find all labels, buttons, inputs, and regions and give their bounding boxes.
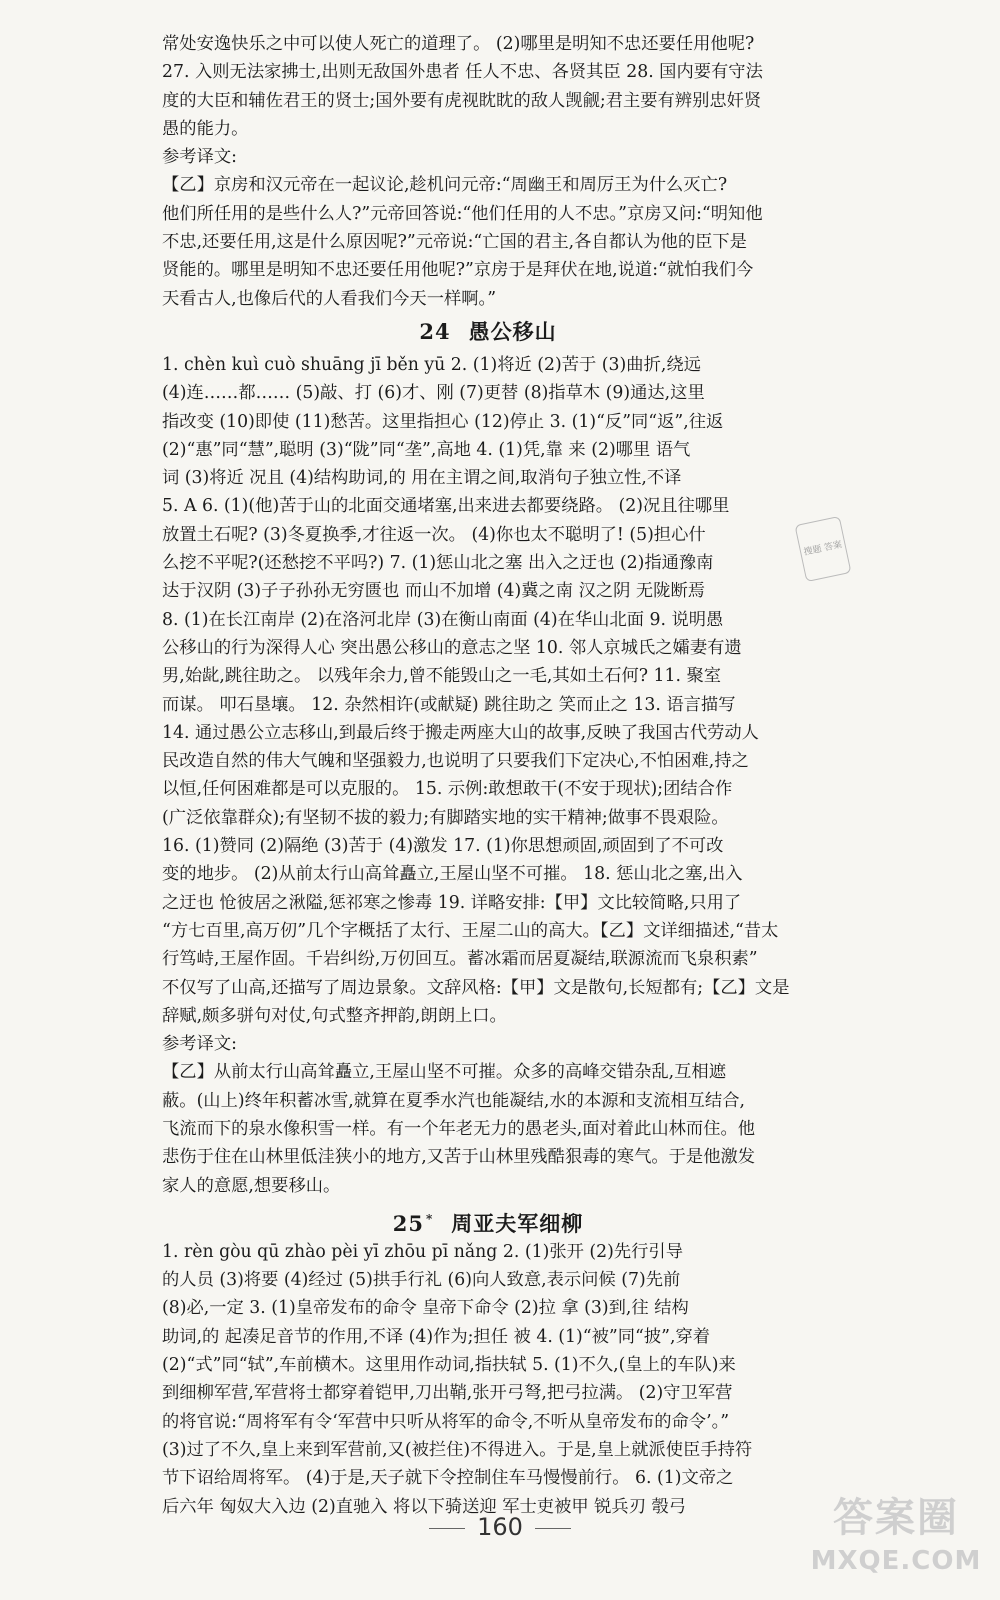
section-23-continued [162, 30, 814, 313]
text-line: 男,始龀,跳往助之。 以残年余力,曾不能毁山之一毛,其如土石何? 11. 聚室 [162, 666, 722, 687]
text-line: (2)“惠”同“慧”,聪明 (3)“陇”同“垄”,高地 4. (1)凭,靠 来 (2)哪里 语气 [162, 439, 691, 460]
text-line: 天看古人,也像后代的人看我们今天一样啊。” [162, 288, 497, 309]
text-line: 不仅写了山高,还描写了周边景象。文辞风格:【甲】文是散句,长短都有;【乙】文是 [162, 977, 790, 998]
text-line: 16. (1)赞同 (2)隔绝 (3)苦于 (4)激发 17. (1)你思想顽固,顽固到了不可改 [162, 836, 724, 857]
text-line: 到细柳军营,军营将士都穿着铠甲,刀出鞘,张开弓弩,把弓拉满。 (2)守卫军营 [162, 1383, 733, 1404]
text-line: “方七百里,高万仞”几个字概括了太行、王屋二山的高大。【乙】文详细描述,“昔太 [162, 920, 779, 941]
text-line: 5. A 6. (1)(他)苦于山的北面交通堵塞,出来进去都要绕路。 (2)况且往哪里 [162, 496, 730, 517]
text-line: (4)连……都…… (5)敲、打 (6)才、刚 (7)更替 (8)指草木 (9)通达,这里 [162, 383, 705, 404]
text-line: 辞赋,颇多骈句对仗,句式整齐押韵,朗朗上口。 [162, 1005, 507, 1026]
text-line: 后六年 匈奴大入边 (2)直驰入 将以下骑送迎 军士吏被甲 锐兵刃 彀弓 [162, 1496, 687, 1517]
text-line: (3)过了不久,皇上来到军营前,又(被拦住)不得进入。于是,皇上就派使臣手持符 [162, 1439, 753, 1460]
text-line: 飞流而下的泉水像积雪一样。有一个年老无力的愚老头,面对着此山林而住。他 [162, 1118, 756, 1139]
text-line: 指改变 (10)即使 (11)愁苦。这里指担心 (12)停止 3. (1)“反”同“返”,往返 [162, 411, 724, 432]
text-line: 蔽。(山上)终年积蓄冰雪,就算在夏季水汽也能凝结,水的本源和支流相互结合, [162, 1090, 745, 1111]
section-24-answers [162, 351, 814, 1200]
text-line: 而谋。 叩石垦壤。 12. 杂然相许(或献疑) 跳往助之 笑而止之 13. 语言描写 [162, 694, 736, 715]
section-25-answers [162, 1238, 814, 1521]
text-line: 14. 通过愚公立志移山,到最后终于搬走两座大山的故事,反映了我国古代劳动人 [162, 722, 759, 743]
text-line: (广泛依靠群众);有坚韧不拔的毅力;有脚踏实地的实干精神;做事不畏艰险。 [162, 807, 729, 828]
section-title: 愚公移山 [468, 318, 557, 344]
section-number: 24 [419, 318, 451, 344]
text-line: 以恒,任何困难都是可以克服的。 15. 示例:敢想敢干(不安于现状);团结合作 [162, 779, 733, 800]
text-line: 1. chèn kuì cuò shuāng jī běn yū 2. (1)将近 (2)苦于 (3)曲折,绕远 [162, 354, 701, 375]
watermark-logo-text: 答案圈 [833, 1495, 959, 1541]
section-24-heading [162, 313, 814, 351]
footer-dash-right [535, 1528, 571, 1529]
text-line: 27. 入则无法家拂士,出则无敌国外患者 任人不忠、各贤其臣 28. 国内要有守法 [162, 62, 763, 83]
text-line: 愚的能力。 [162, 118, 249, 139]
text-line: 行笃峙,王屋作固。千岩纠纷,万仞回互。蓄冰霜而居夏凝结,联源流而飞泉积素” [162, 949, 758, 970]
text-line: 悲伤于住在山林里低洼狭小的地方,又苦于山林里残酷狠毒的寒气。于是他激发 [162, 1147, 756, 1168]
text-line: 么挖不平呢?(还愁挖不平吗?) 7. (1)惩山北之塞 出入之迂也 (2)指通豫南 [162, 553, 714, 574]
footer-dash-left [429, 1528, 465, 1529]
text-line: 家人的意愿,想要移山。 [162, 1175, 341, 1196]
section-25-heading [162, 1200, 814, 1238]
stamp-mark: 搜题 答案 [794, 516, 851, 582]
text-line: 参考译文: [162, 147, 237, 168]
text-line: 的将官说:“周将军有令‘军营中只听从将军的命令,不听从皇帝发布的命令’。” [162, 1411, 730, 1432]
text-line: 公移山的行为深得人心 突出愚公移山的意志之坚 10. 邻人京城氏之孀妻有遗 [162, 637, 742, 658]
text-line: 贤能的。哪里是明知不忠还要任用他呢?”京房于是拜伏在地,说道:“就怕我们今 [162, 260, 754, 281]
text-line: (2)“式”同“轼”,车前横木。这里用作动词,指扶轼 5. (1)不久,(皇上的车队)来 [162, 1355, 736, 1376]
text-line: (8)必,一定 3. (1)皇帝发布的命令 皇帝下命令 (2)拉 拿 (3)到,往 结构 [162, 1298, 689, 1319]
text-line: 参考译文: [162, 1034, 237, 1055]
text-line: 1. rèn gòu qū zhào pèi yī zhōu pī nǎng 2. (1)张开 (2)先行引导 [162, 1241, 683, 1262]
text-line: 8. (1)在长江南岸 (2)在洛河北岸 (3)在衡山南面 (4)在华山北面 9. 说明愚 [162, 609, 724, 630]
text-line: 变的地步。 (2)从前太行山高耸矗立,王屋山坚不可摧。 18. 惩山北之塞,出入 [162, 864, 743, 885]
text-line: 词 (3)将近 况且 (4)结构助词,的 用在主谓之间,取消句子独立性,不译 [162, 468, 682, 489]
text-line: 节下诏给周将军。 (4)于是,天子就下令控制住车马慢慢前行。 6. (1)文帝之 [162, 1468, 734, 1489]
text-line: 他们所任用的是些什么人?”元帝回答说:“他们任用的人不忠。”京房又问:“明知他 [162, 203, 763, 224]
text-line: 【乙】京房和汉元帝在一起议论,趁机问元帝:“周幽王和周厉王为什么灭亡? [162, 175, 728, 196]
text-line: 民改造自然的伟大气魄和坚强毅力,也说明了只要我们下定决心,不怕困难,持之 [162, 751, 749, 772]
text-line: 达于汉阴 (3)子子孙孙无穷匮也 而山不加增 (4)冀之南 汉之阴 无陇断焉 [162, 581, 706, 602]
optional-marker: * [425, 1211, 434, 1226]
text-line: 【乙】从前太行山高耸矗立,王屋山坚不可摧。众多的高峰交错杂乱,互相遮 [162, 1062, 726, 1083]
answer-page [162, 30, 814, 1521]
watermark-url: MXQE.COM [810, 1546, 982, 1576]
page-number: 160 [477, 1513, 523, 1541]
text-line: 放置土石呢? (3)冬夏换季,才往返一次。 (4)你也太不聪明了! (5)担心什 [162, 524, 706, 545]
text-line: 不忠,还要任用,这是什么原因呢?”元帝说:“亡国的君主,各自都认为他的臣下是 [162, 232, 747, 253]
text-line: 常处安逸快乐之中可以使人死亡的道理了。 (2)哪里是明知不忠还要任用他呢? [162, 34, 755, 54]
section-number: 25 [392, 1210, 424, 1236]
text-line: 之迂也 怆彼居之湫隘,惩祁寒之惨毒 19. 详略安排:【甲】文比较简略,只用了 [162, 892, 742, 913]
text-line: 的人员 (3)将要 (4)经过 (5)拱手行礼 (6)向人致意,表示问候 (7)先前 [162, 1270, 681, 1291]
text-line: 度的大臣和辅佐君王的贤士;国外要有虎视眈眈的敌人觊觎;君主要有辨别忠奸贤 [162, 90, 762, 111]
text-line: 助词,的 起凑足音节的作用,不译 (4)作为;担任 被 4. (1)“被”同“披”,穿着 [162, 1326, 711, 1347]
section-title: 周亚夫军细柳 [451, 1210, 584, 1236]
site-watermark [806, 1490, 986, 1590]
